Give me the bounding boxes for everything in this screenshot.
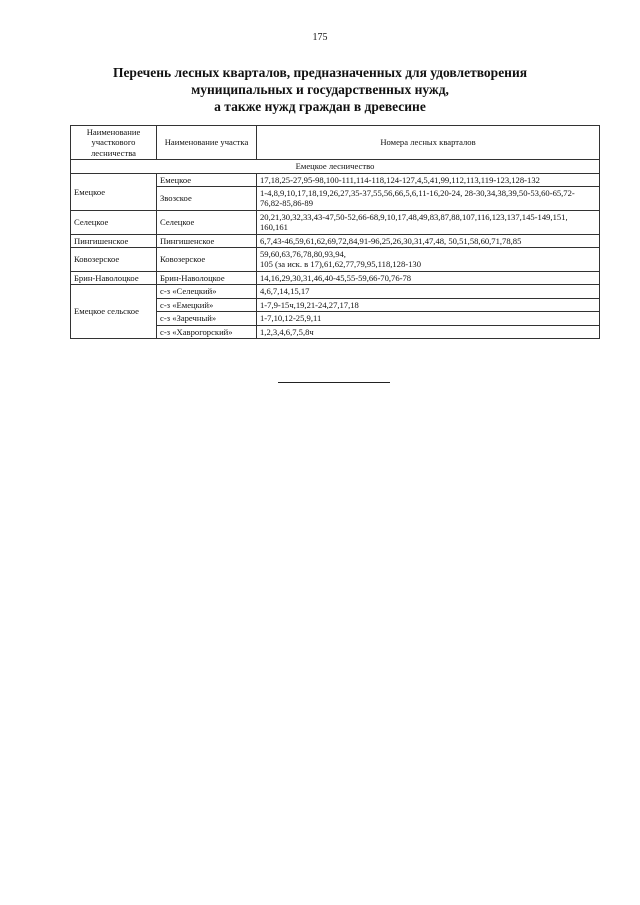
quarter-numbers: 17,18,25-27,95-98,100-111,114-118,124-127,4,5,41,99,112,113,119-123,128-132 (257, 173, 600, 186)
forestry-name: Селецкое (71, 210, 157, 234)
quarter-numbers-line-1: 59,60,63,76,78,80,93,94, (260, 249, 346, 260)
quarter-numbers: 20,21,30,32,33,43-47,50-52,66-68,9,10,17,48,49,83,87,88,107,116,123,137,145-149,151, 160,161 (257, 210, 600, 234)
table-header-row (71, 126, 600, 160)
quarter-numbers (257, 248, 600, 272)
forestry-name: Пингишенское (71, 234, 157, 247)
section-title: Емецкое лесничество (71, 160, 600, 173)
forestry-name: Брин-Наволоцкое (71, 271, 157, 284)
site-name: Брин-Наволоцкое (157, 271, 257, 284)
site-name: Емецкое (157, 173, 257, 186)
quarter-numbers: 6,7,43-46,59,61,62,69,72,84,91-96,25,26,30,31,47,48, 50,51,58,60,71,78,85 (257, 234, 600, 247)
title-line-1: Перечень лесных кварталов, предназначенных для удовлетворения (112, 65, 528, 80)
quarter-numbers: 4,6,7,14,15,17 (257, 285, 600, 298)
table-row (71, 210, 600, 234)
end-rule (278, 382, 390, 383)
site-name: Селецкое (157, 210, 257, 234)
site-name: Ковозерское (157, 248, 257, 272)
header-forestry: Наименование участкового лесничества (71, 126, 157, 160)
quarter-numbers: 1-7,10,12-25,9,11 (257, 312, 600, 325)
table-row (71, 285, 600, 298)
table-row (71, 173, 600, 186)
quarter-numbers: 1,2,3,4,6,7,5,8ч (257, 325, 600, 338)
table-row (71, 234, 600, 247)
header-quarters: Номера лесных кварталов (257, 126, 600, 160)
forestry-name: Емецкое (71, 173, 157, 210)
forestry-name: Емецкое сельское (71, 285, 157, 339)
document-title (60, 64, 580, 115)
title-line-2: муниципальных и государственных нужд, (191, 82, 449, 97)
table-row (71, 248, 600, 272)
site-name: с-з «Заречный» (157, 312, 257, 325)
quarter-numbers: 14,16,29,30,31,46,40-45,55-59,66-70,76-78 (257, 271, 600, 284)
quarter-numbers-line-2: 105 (за иск. в 17),61,62,77,79,95,118,128-130 (260, 259, 422, 270)
quarter-numbers: 1-4,8,9,10,17,18,19,26,27,35-37,55,56,66,5,6,11-16,20-24, 28-30,34,38,39,50-53,60-65,72-76,82-85,86-89 (257, 187, 600, 211)
header-site: Наименование участка (157, 126, 257, 160)
site-name: с-з «Хаврогорский» (157, 325, 257, 338)
site-name: с-з «Селецкий» (157, 285, 257, 298)
site-name: Звозское (157, 187, 257, 211)
title-line-3: а также нужд граждан в древесине (214, 99, 426, 114)
page-number: 175 (312, 32, 328, 43)
section-row (71, 160, 600, 173)
site-name: Пингишенское (157, 234, 257, 247)
quarter-numbers: 1-7,9-15ч,19,21-24,27,17,18 (257, 298, 600, 311)
table-row (71, 271, 600, 284)
forestry-name: Ковозерское (71, 248, 157, 272)
forest-quarters-table (70, 125, 600, 339)
site-name: с-з «Емецкий» (157, 298, 257, 311)
